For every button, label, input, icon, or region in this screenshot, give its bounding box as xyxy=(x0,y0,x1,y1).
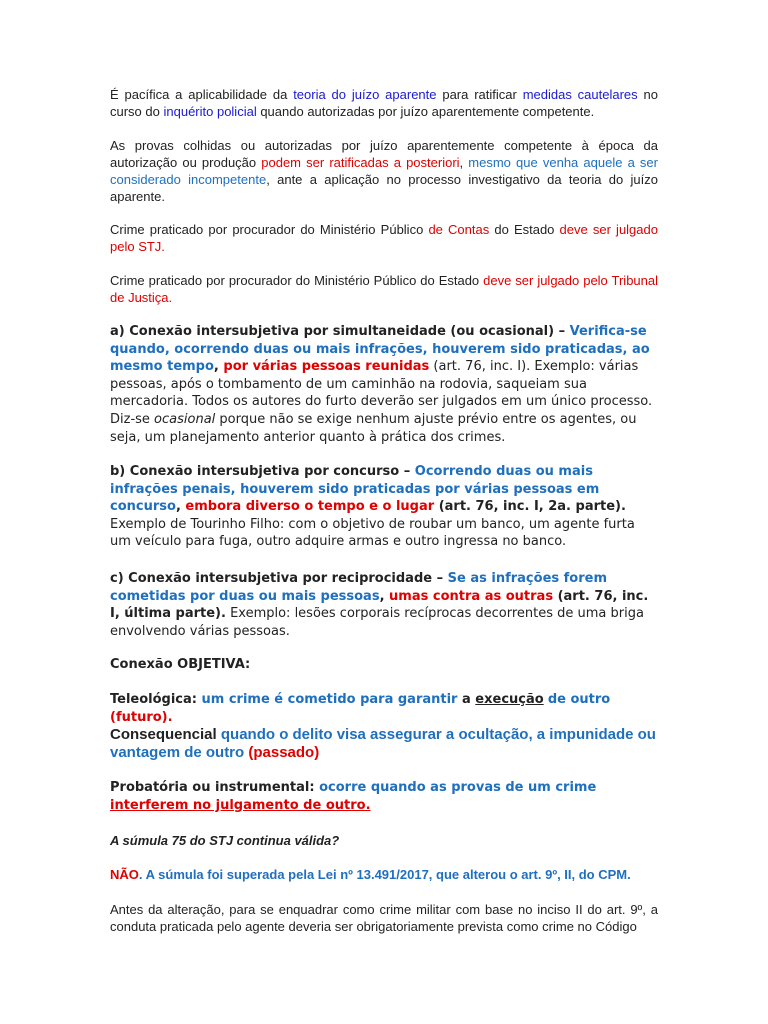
highlight-incompetente: mesmo que venha aquele a ser considerado incompetente xyxy=(110,155,658,187)
highlight-medidas: medidas cautelares xyxy=(522,87,638,102)
highlight-de-contas: de Contas xyxy=(428,222,490,237)
paragraph-provas-ratificadas: As provas colhidas ou autorizadas por juízo aparentemente competente à época da autorização ou produção podem ser ratificadas a posteriori, mesmo que venha aquele a ser considerado incompetente, ante a aplicação no processo investigativo da teoria do juízo aparente. xyxy=(110,138,658,204)
answer-nao: NÃO. A súmula foi superada pela Lei nº 13.491/2017, que alterou o art. 9º, II, do CPM. xyxy=(110,867,631,882)
paragraph-consequencial: Consequencial quando o delito visa assegurar a ocultação, a impunidade ou vantagem de outro (passado) xyxy=(110,726,656,761)
paragraph-reciprocidade: c) Conexão intersubjetiva por reciprocidade – Se as infrações forem cometidas por duas ou mais pessoas, umas contra as outras (art. 76, inc. I, última parte). Exemplo: lesões corporais recíprocas decorrentes de uma briga envolvendo várias pessoas. xyxy=(110,571,649,639)
paragraph-teleologica: Teleológica: um crime é cometido para garantir a execução de outro (futuro). xyxy=(110,692,611,725)
highlight-tj: deve ser julgado pelo Tribunal de Justiça. xyxy=(110,273,658,305)
underlined-interferem: interferem no julgamento de outro. xyxy=(110,797,371,813)
paragraph-probatoria: Probatória ou instrumental: ocorre quando as provas de um crime interferem no julgamento de outro. xyxy=(110,780,597,813)
heading-conexao-objetiva: Conexão OBJETIVA: xyxy=(110,657,251,672)
paragraph-mp-estado: Crime praticado por procurador do Ministério Público do Estado deve ser julgado pelo Tribunal de Justiça. xyxy=(110,273,658,305)
paragraph-mp-contas: Crime praticado por procurador do Ministério Público de Contas do Estado deve ser julgado pelo STJ. xyxy=(110,222,658,254)
highlight-teoria: teoria do juízo aparente xyxy=(293,87,437,102)
question-sumula-75: A súmula 75 do STJ continua válida? xyxy=(110,833,340,848)
paragraph-juizo-aparente: É pacífica a aplicabilidade da teoria do juízo aparente para ratificar medidas cautelares no curso do inquérito policial quando autorizadas por juízo aparentemente competente. xyxy=(110,87,658,119)
paragraph-antes-alteracao: Antes da alteração, para se enquadrar como crime militar com base no inciso II do art. 9º, a conduta praticada pelo agente deveria ser obrigatoriamente prevista como crime no Código xyxy=(110,902,658,934)
highlight-ratificadas: podem ser ratificadas a posteriori xyxy=(261,155,460,170)
underlined-execucao: execução xyxy=(475,692,544,707)
highlight-inquerito: inquérito policial xyxy=(163,104,257,119)
paragraph-concurso: b) Conexão intersubjetiva por concurso – Ocorrendo duas ou mais infrações penais, houverem sido praticadas por várias pessoas em concurso, embora diverso o tempo e o lugar (art. 76, inc. I, 2a. parte). Exemplo de Tourinho Filho: com o objetivo de roubar um banco, um agente furta um veículo para fuga, outro adquire armas e outro ingressa no banco. xyxy=(110,464,635,550)
highlight-stj: deve ser julgado pelo STJ. xyxy=(110,222,658,254)
paragraph-simultaneidade: a) Conexão intersubjetiva por simultaneidade (ou ocasional) – Verifica-se quando, ocorrendo duas ou mais infrações, houverem sido praticadas, ao mesmo tempo, por várias pessoas reunidas (art. 76, inc. I). Exemplo: várias pessoas, após o tombamento de um caminhão na rodovia, saqueiam sua mercadoria. Todos os autores do furto deverão ser julgados em um único processo. Diz-se ocasional porque não se exige nenhum ajuste prévio entre os agentes, ou seja, um planejamento anterior quanto à prática dos crimes. xyxy=(110,324,653,445)
